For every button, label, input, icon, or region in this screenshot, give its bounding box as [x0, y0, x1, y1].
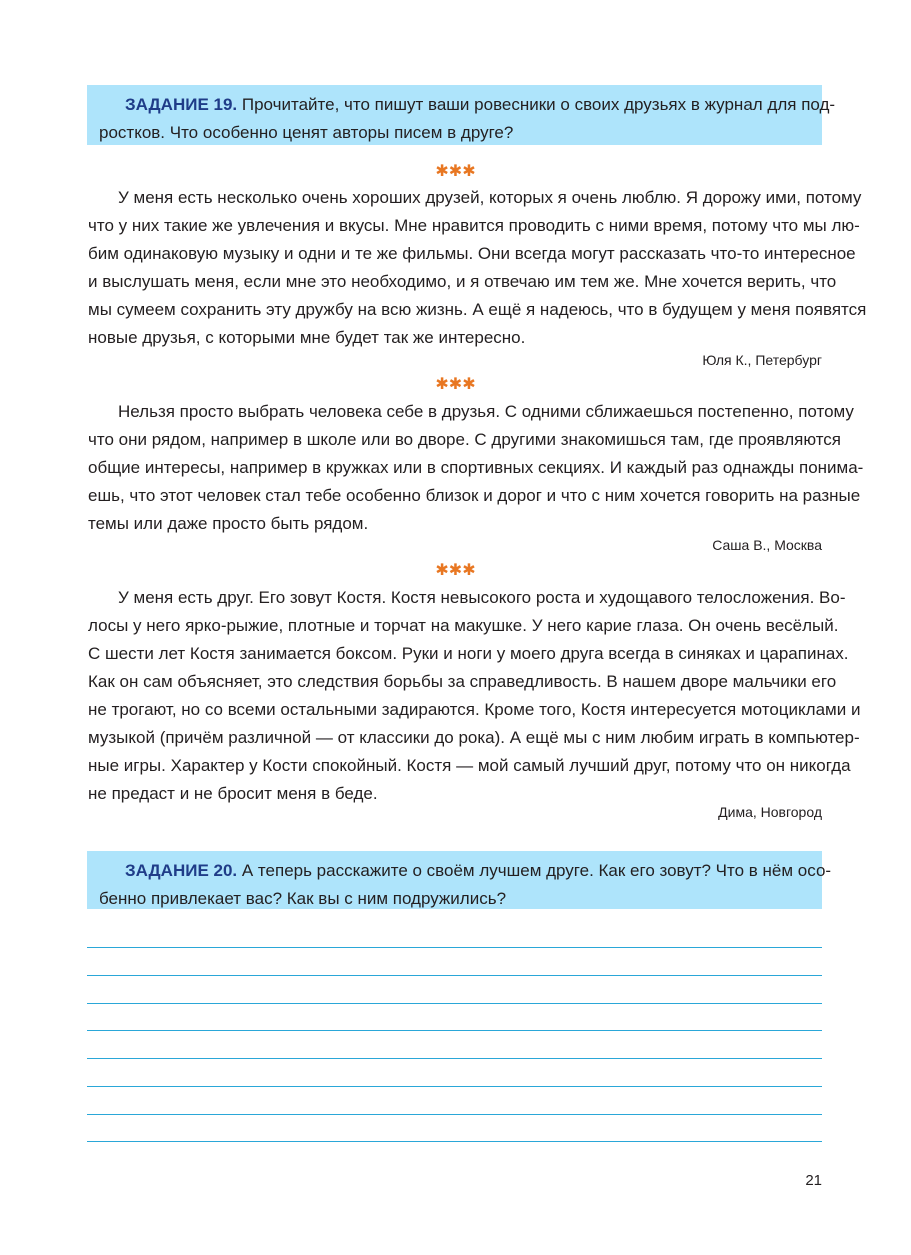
answer-writing-line[interactable] [87, 975, 822, 976]
letter-1-line: бим одинаковую музыку и одни и те же фильмы. Они всегда могут рассказать что-то интересное [88, 244, 856, 263]
answer-writing-line[interactable] [87, 1003, 822, 1004]
answer-writing-line[interactable] [87, 1030, 822, 1031]
letter-3 [88, 584, 861, 808]
answer-writing-line[interactable] [87, 947, 822, 948]
letter-3-line: не предаст и не бросит меня в беде. [88, 784, 378, 803]
letter-2-author: Саша В., Москва [712, 537, 822, 553]
task-20-label: ЗАДАНИЕ 20. [125, 861, 238, 880]
separator-stars-3: ✱✱✱ [435, 562, 476, 579]
letter-3-line: Как он сам объясняет, это следствия борьбы за справедливость. В нашем дворе мальчики его [88, 672, 837, 691]
answer-writing-line[interactable] [87, 1114, 822, 1115]
answer-writing-line[interactable] [87, 1058, 822, 1059]
task-19-line-2: ростков. Что особенно ценят авторы писем в друге? [99, 123, 514, 142]
letter-1 [88, 184, 867, 352]
separator-stars-1: ✱✱✱ [435, 163, 476, 180]
letter-3-line: ные игры. Характер у Кости спокойный. Костя — мой самый лучший друг, потому что он никогда [88, 756, 851, 775]
letter-1-line: новые друзья, с которыми мне будет так же интересно. [88, 328, 526, 347]
separator-stars-2: ✱✱✱ [435, 376, 476, 393]
letter-2-line: общие интересы, например в кружках или в спортивных секциях. И каждый раз однажды понима- [88, 458, 864, 477]
letter-1-line: что у них такие же увлечения и вкусы. Мне нравится проводить с ними время, потому что мы лю- [88, 216, 860, 235]
letter-1-author: Юля К., Петербург [702, 352, 822, 368]
task-20-text-1: А теперь расскажите о своём лучшем друге. Как его зовут? Что в нём осо- [241, 861, 832, 880]
letter-1-line: У меня есть несколько очень хороших друзей, которых я очень люблю. Я дорожу ими, потому [118, 188, 862, 207]
letter-2-line: что они рядом, например в школе или во дворе. С другими знакомишься там, где проявляются [88, 430, 842, 449]
page-number: 21 [805, 1172, 822, 1189]
letter-1-line: мы сумеем сохранить эту дружбу на всю жизнь. А ещё я надеюсь, что в будущем у меня появятся [88, 300, 867, 319]
task-20-box [87, 851, 832, 909]
task-19-text-1: Прочитайте, что пишут ваши ровесники о своих друзьях в журнал для под- [241, 95, 836, 114]
letter-1-line: и выслушать меня, если мне это необходимо, и я отвечаю им тем же. Мне хочется верить, что [88, 272, 837, 291]
letter-2-line: Нельзя просто выбрать человека себе в друзья. С одними сближаешься постепенно, потому [118, 402, 854, 421]
letter-3-line: С шести лет Костя занимается боксом. Руки и ноги у моего друга всегда в синяках и царапинах. [88, 644, 849, 663]
letter-2-line: темы или даже просто быть рядом. [88, 514, 369, 533]
letter-2 [88, 398, 864, 538]
letter-3-author: Дима, Новгород [718, 804, 822, 820]
letter-3-line: У меня есть друг. Его зовут Костя. Костя невысокого роста и худощавого телосложения. Во- [118, 588, 846, 607]
letter-3-line: не трогают, но со всеми остальными задираются. Кроме того, Костя интересуется мотоциклами и [88, 700, 861, 719]
letter-3-line: музыкой (причём различной — от классики до рока). А ещё мы с ним любим играть в компьютер- [88, 728, 860, 747]
task-19-label: ЗАДАНИЕ 19. [125, 95, 238, 114]
task-19-line-1 [99, 91, 836, 119]
task-19-box [87, 85, 836, 145]
task-20-line-2: бенно привлекает вас? Как вы с ним подружились? [99, 889, 507, 908]
answer-writing-line[interactable] [87, 1086, 822, 1087]
letter-3-line: лосы у него ярко-рыжие, плотные и торчат на макушке. У него карие глаза. Он очень весёлый. [88, 616, 839, 635]
answer-writing-line[interactable] [87, 1141, 822, 1142]
task-20-line-1 [99, 857, 832, 885]
letter-2-line: ешь, что этот человек стал тебе особенно близок и дорог и что с ним хочется говорить на разные [88, 486, 861, 505]
